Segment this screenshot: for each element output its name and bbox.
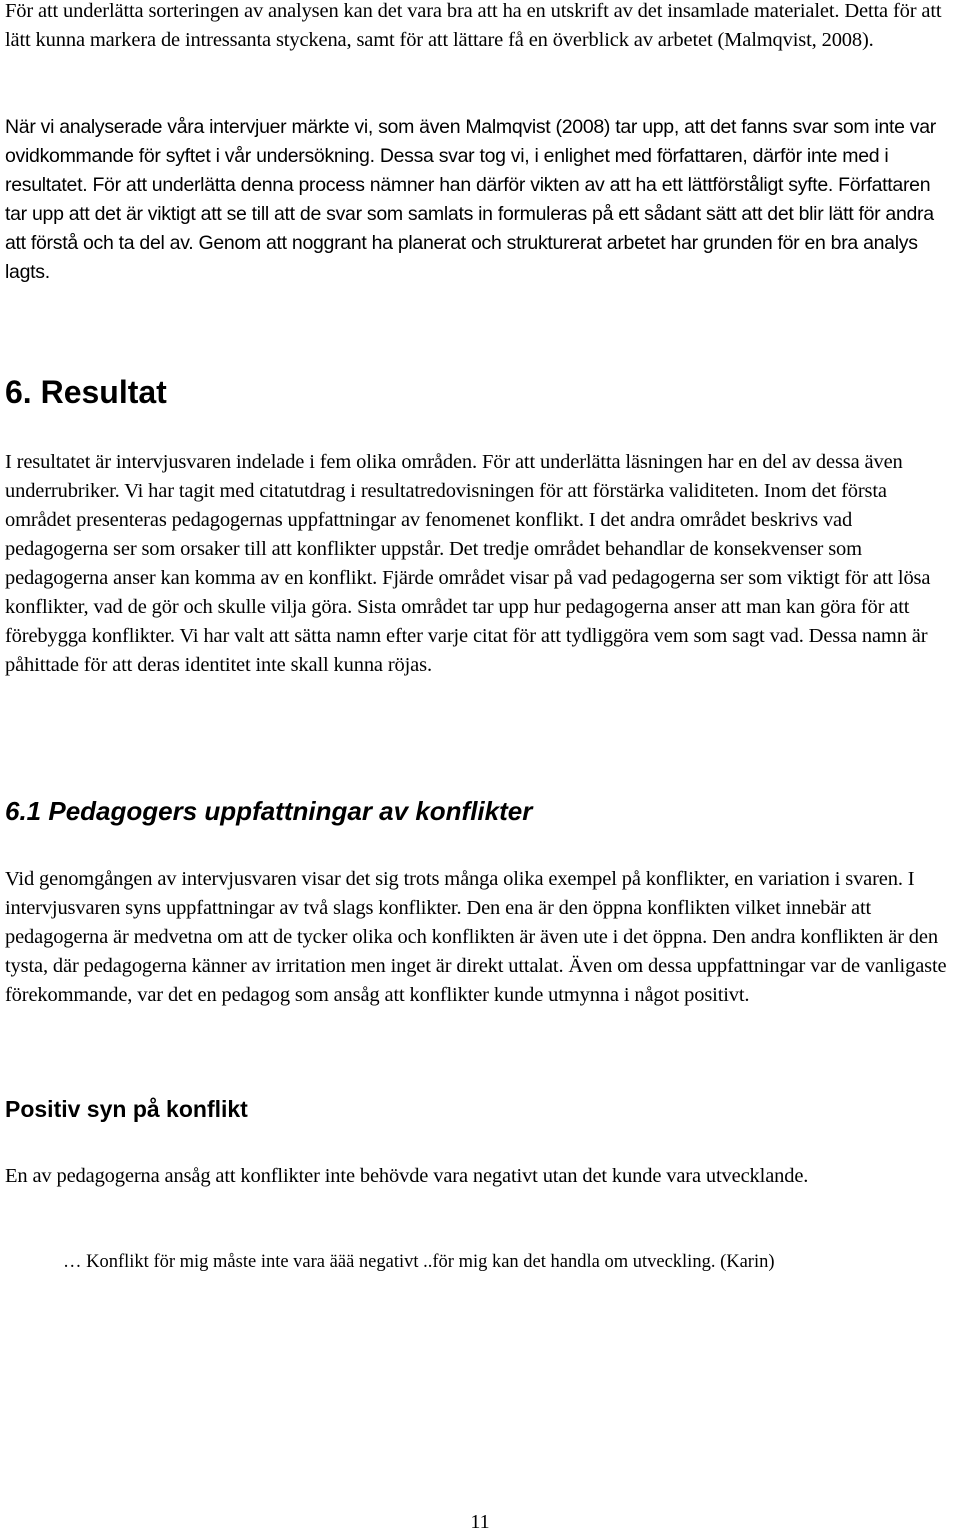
page-number: 11 (470, 1511, 490, 1533)
subsection-paragraph: Vid genomgången av intervjusvaren visar det sig trots många olika exempel på konflikter, en variation i svaren. I intervjusvaren syns uppfattningar av två slags konflikter. Den ena är den öppna konflikten vilket innebär att pedagogerna är medvetna om att de tycker olika och konflikten är även ute i det öppna. Den andra konflikten är den tysta, där pedagogerna känner av irritation men inget är direkt uttalat. Även om dessa uppfattningar var de vanligaste förekommande, var det en pedagog som ansåg att konflikter kunde utmynna i något positivt. (5, 868, 947, 1006)
analysis-paragraph: När vi analyserade våra intervjuer märkte vi, som även Malmqvist (2008) tar upp, att det fanns svar som inte var ovidkommande för syftet i vår undersökning. Dessa svar tog vi, i enlighet med författaren, därför inte med i resultatet. För att underlätta denna process nämner han därför vikten av att ha ett lättförståligt syfte. Författaren tar upp att det är viktigt att se till att de svar som samlats in formuleras på ett sådant sätt att det blir lätt för andra att förstå och ta del av. Genom att noggrant ha planerat och strukturerat arbetet har grunden för en bra analys lagts. (5, 116, 936, 283)
intro-paragraph: För att underlätta sorteringen av analysen kan det vara bra att ha en utskrift av det insamlade materialet. Detta för att lätt kunna markera de intressanta styckena, samt för att lättare få en överblick av arbetet (Malmqvist, 2008). (5, 0, 942, 51)
interview-quote: … Konflikt för mig måste inte vara äää negativt ..för mig kan det handla om utveckling. (Karin) (63, 1252, 775, 1272)
subheading: Positiv syn på konflikt (5, 1096, 248, 1122)
section-paragraph: I resultatet är intervjusvaren indelade i fem olika områden. För att underlätta läsningen har en del av dessa även underrubriker. Vi har tagit med citatutdrag i resultatredovisningen för att förstärka validiteten. Inom det första området presenteras pedagogernas uppfattningar av fenomenet konflikt. I det andra området beskrivs vad pedagogerna ser som orsaker till att konflikter uppstår. Det tredje området behandlar de konsekvenser som pedagogerna anser kan komma av en konflikt. Fjärde området visar på vad pedagogerna ser som viktigt för att lösa konflikter, vad de gör och skulle vilja göra. Sista området tar upp hur pedagogerna anser att man kan göra för att förebygga konflikter. Vi har valt att sätta namn efter varje citat för att tydliggöra vem som sagt vad. Dessa namn är påhittade för att deras identitet inte skall kunna röjas. (5, 451, 931, 676)
subsection-heading: 6.1 Pedagogers uppfattningar av konflikter (5, 796, 533, 826)
section-heading: 6. Resultat (5, 374, 167, 410)
subheading-paragraph: En av pedagogerna ansåg att konflikter inte behövde vara negativt utan det kunde vara utvecklande. (5, 1165, 809, 1187)
